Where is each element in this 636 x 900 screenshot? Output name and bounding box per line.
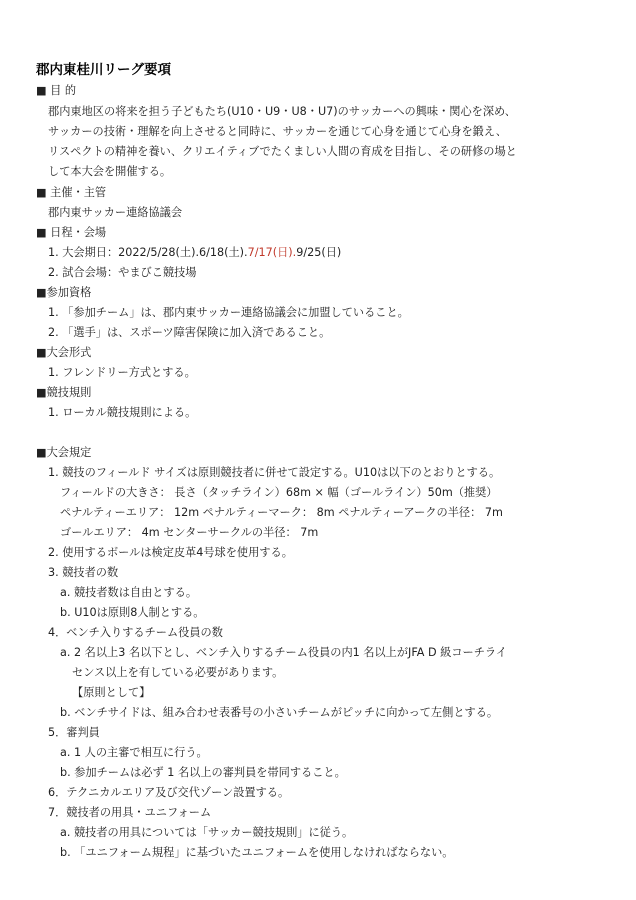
organizer-name: 郡内東サッカー連絡協議会 [48,206,183,219]
schedule-heading: ■ 日程・会場 [36,226,107,239]
regulation-line: 3. 競技者の数 [48,566,119,579]
eligibility-item: 1. 「参加チーム」は、郡内東サッカー連絡協議会に加盟していること。 [48,306,409,319]
document-title: 郡内東桂川リーグ要項 [36,62,171,78]
purpose-line: 郡内東地区の将来を担う子どもたち(U10・U9・U8・U7)のサッカーへの興味・関心を深め、 [48,105,516,118]
regulation-line: ゴールエリア： 4m センターサークルの半径： 7m [60,526,319,539]
regulation-line: 6．テクニカルエリア及び交代ゾーン設置する。 [48,786,290,799]
regulation-line: 5．審判員 [48,726,100,739]
regulation-line: ペナルティーエリア： 12m ペナルティーマーク： 8m ペナルティーアークの半径： 7m [60,506,503,519]
regulation-line: a. 競技者の用具については「サッカー競技規則」に従う。 [60,826,354,839]
regulation-line: 4．ベンチ入りするチーム役員の数 [48,626,223,639]
organizer-heading: ■ 主催・主管 [36,186,107,199]
regulation-line: 1. 競技のフィールド サイズは原則競技者に併せて設定する。U10は以下のとおりとする。 [48,466,501,479]
regulation-line: a. 競技者数は自由とする。 [60,586,198,599]
regulation-line: a. 1 人の主審で相互に行う。 [60,746,208,759]
purpose-line: サッカーの技術・理解を向上させると同時に、サッカーを通じて心身を通じて心身を鍛え、 [48,125,507,138]
regulation-line: フィールドの大きさ： 長さ（タッチライン）68m × 幅（ゴールライン）50m（推奨） [60,486,498,499]
dates-highlight: 7/17(日). [247,246,297,259]
regulation-line: a. 2 名以上3 名以下とし、ベンチ入りするチーム役員の内1 名以上がJFA D 級コーチライ [60,646,507,659]
regulation-line: センス以上を有している必要があります。 [72,666,284,679]
purpose-line: して本大会を開催する。 [48,165,172,178]
rules-heading: ■競技規則 [36,386,92,399]
format-heading: ■大会形式 [36,346,92,359]
regulation-line: b. ベンチサイドは、組み合わせ表番号の小さいチームがピッチに向かって左側とする。 [60,706,499,719]
eligibility-item: 2. 「選手」は、スポーツ障害保険に加入済であること。 [48,326,331,339]
purpose-line: リスペクトの精神を養い、クリエイティブでたくましい人間の育成を目指し、その研修の場と [48,145,517,158]
regulations-heading: ■大会規定 [36,446,92,459]
regulation-line: b. U10は原則8人制とする。 [60,606,205,619]
dates-text: 1. 大会期日：2022/5/28(土).6/18(土). [48,246,248,259]
schedule-dates [48,246,341,260]
dates-text-end: 9/25(日) [296,246,342,259]
rules-item: 1. ローカル競技規則による。 [48,406,197,419]
purpose-heading: ■ 目 的 [36,84,77,97]
regulation-line: b. 参加チームは必ず 1 名以上の審判員を帯同すること。 [60,766,346,779]
regulation-line: 2. 使用するボールは検定皮革4号球を使用する。 [48,546,293,559]
regulation-line: b. 「ユニフォーム規程」に基づいたユニフォームを使用しなければならない。 [60,846,454,859]
regulation-line: 【原則として】 [72,686,151,699]
eligibility-heading: ■参加資格 [36,286,92,299]
regulation-line: 7．競技者の用具・ユニフォーム [48,806,212,819]
schedule-venue: 2. 試合会場：やまびこ競技場 [48,266,197,279]
format-item: 1. フレンドリー方式とする。 [48,366,196,379]
